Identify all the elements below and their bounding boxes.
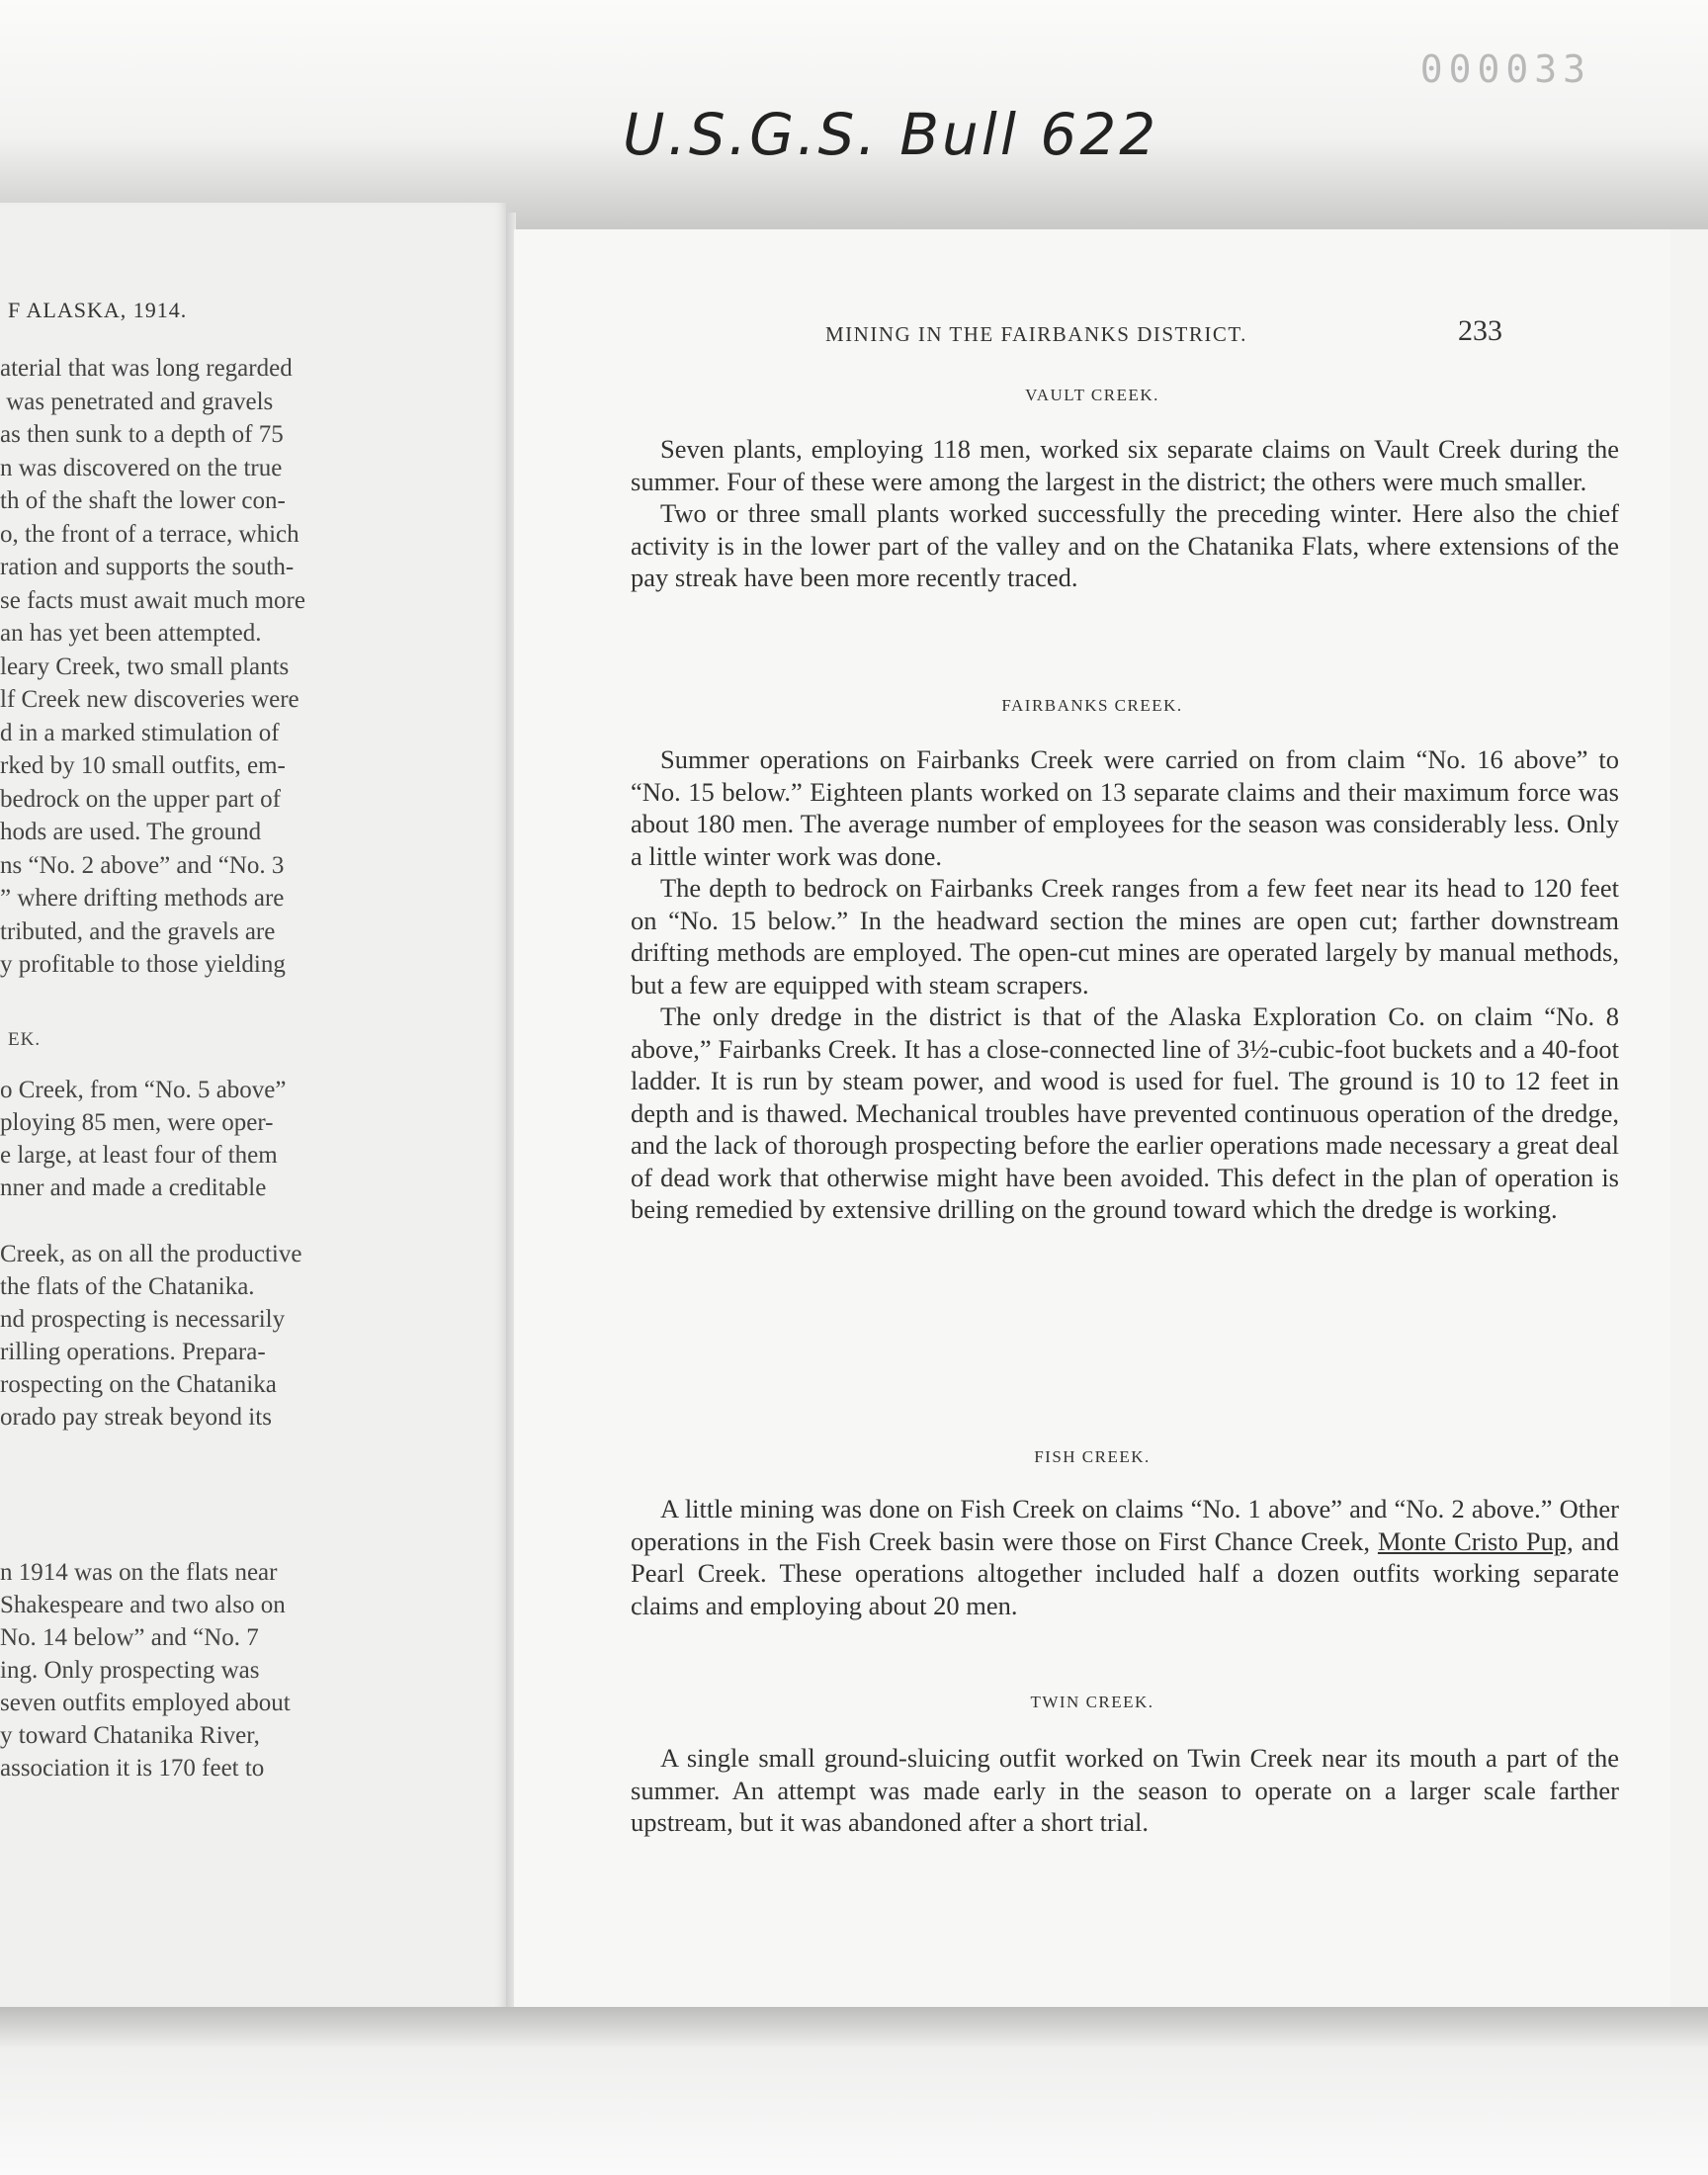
running-head: MINING IN THE FAIRBANKS DISTRICT. (825, 322, 1247, 346)
paragraph: A single small ground-sluicing outfit worked on Twin Creek near its mouth a part of the summer. An attempt was made early in the season to operate on a larger scale farther upstream, but it was abandoned after a short trial. (631, 1743, 1619, 1837)
left-page-line: an has yet been attempted. (0, 620, 262, 647)
left-page-line: association it is 170 feet to (0, 1755, 265, 1782)
left-page-line: lf Creek new discoveries were (0, 686, 299, 713)
left-page-line: tributed, and the gravels are (0, 917, 276, 945)
left-page-section-label: EK. (8, 1029, 42, 1050)
handwritten-note: U.S.G.S. Bull 622 (623, 101, 1159, 168)
left-page-line: No. 14 below” and “No. 7 (0, 1624, 259, 1651)
paragraph: The only dredge in the district is that of the Alaska Exploration Co. on claim “No. 8 above,” Fairbanks Creek. It has a close-connected line of 3½-cubic-foot buckets and a 40-foot ladder. It is run by steam power, and wood is used for fuel. The ground is 10 to 12 feet in depth and is thawed. Mechanical troubles have prevented continuous operation of the dredge, and the lack of thorough prospecting before the earlier operations made necessary a great deal of dead work that otherwise might have been avoided. This defect in the plan of operation is being remedied by extensive drilling on the ground toward which the dredge is working. (631, 1001, 1619, 1224)
left-page-line: n was discovered on the true (0, 454, 283, 481)
page-number: 233 (1458, 314, 1502, 347)
left-page-line: e large, at least four of them (0, 1142, 278, 1169)
left-page-line: ration and supports the south- (0, 554, 295, 580)
section-fish-creek (631, 1493, 1619, 1621)
left-page-line: ns “No. 2 above” and “No. 3 (0, 851, 285, 879)
text-run: and Pearl Creek. These operations altogether included half a dozen outfits working separate claims and employing about 20 men. (631, 1525, 1619, 1620)
left-page-line: rked by 10 small outfits, em- (0, 752, 286, 779)
heading-fairbanks-creek: FAIRBANKS CREEK. (1001, 696, 1183, 715)
left-page-line: o Creek, from “No. 5 above” (0, 1077, 287, 1103)
left-page-line: as then sunk to a depth of 75 (0, 421, 284, 448)
left-page-line: was penetrated and gravels (0, 388, 274, 415)
paragraph: Two or three small plants worked successfully the preceding winter. Here also the chief activity is in the lower part of the valley and on the Chatanika Flats, where extensions of the pay streak have been more recently traced. (631, 498, 1619, 592)
section-vault-creek (631, 433, 1619, 594)
left-page-line: hods are used. The ground (0, 819, 262, 845)
left-page-line: orado pay streak beyond its (0, 1404, 272, 1431)
heading-vault-creek: VAULT CREEK. (1025, 386, 1159, 404)
left-page-line: Shakespeare and two also on (0, 1592, 286, 1618)
left-page-line: ing. Only prospecting was (0, 1657, 260, 1684)
main-page (514, 229, 1670, 2019)
left-page-line: th of the shaft the lower con- (0, 487, 286, 514)
section-fairbanks-creek (631, 743, 1619, 1226)
heading-fish-creek: FISH CREEK. (1034, 1447, 1151, 1466)
left-page-line: nner and made a creditable (0, 1174, 267, 1201)
left-page-line: seven outfits employed about (0, 1690, 291, 1716)
section-twin-creek (631, 1742, 1619, 1839)
left-page-line: Creek, as on all the productive (0, 1241, 302, 1267)
left-page-line: ” where drifting methods are (0, 885, 285, 912)
left-page-line: rilling operations. Prepara- (0, 1339, 266, 1365)
left-page-line: n 1914 was on the flats near (0, 1559, 278, 1586)
left-page (0, 203, 506, 2012)
left-page-line: y toward Chatanika River, (0, 1722, 260, 1749)
underlined-text: Monte Cristo Pup, (1377, 1525, 1574, 1556)
left-page-line: se facts must await much more (0, 586, 305, 614)
left-page-line: aterial that was long regarded (0, 355, 293, 382)
paragraph: Seven plants, employing 118 men, worked six separate claims on Vault Creek during the summer. Four of these were among the largest in the district; the others were much smaller. (631, 434, 1619, 496)
page-stamp-number: 000033 (1419, 47, 1591, 91)
left-page-line: bedrock on the upper part of (0, 785, 281, 813)
left-page-line: d in a marked stimulation of (0, 719, 280, 746)
left-page-line: y profitable to those yielding (0, 951, 286, 978)
paragraph: Summer operations on Fairbanks Creek were carried on from claim “No. 16 above” to “No. 15 below.” Eighteen plants worked on 13 separate claims and their maximum force was about 180 men. The average number of employees for the season was considerably less. Only a little winter work was done. (631, 744, 1619, 871)
left-page-line: the flats of the Chatanika. (0, 1273, 255, 1300)
heading-twin-creek: TWIN CREEK. (1030, 1693, 1154, 1711)
left-page-line: leary Creek, two small plants (0, 652, 290, 680)
left-page-header: F ALASKA, 1914. (8, 298, 188, 322)
paragraph (631, 1493, 1619, 1621)
text-run: A little mining was done on Fish Creek on claims “No. 1 above” and “No. 2 above.” Other operations in the Fish Creek basin were those on First Chance Creek, (631, 1494, 1619, 1556)
left-page-line: ploying 85 men, were oper- (0, 1109, 274, 1136)
left-page-line: nd prospecting is necessarily (0, 1306, 286, 1333)
scan-bottom-band (0, 2007, 1708, 2175)
left-page-line: o, the front of a terrace, which (0, 520, 299, 548)
left-page-line: rospecting on the Chatanika (0, 1371, 277, 1398)
paragraph: The depth to bedrock on Fairbanks Creek ranges from a few feet near its head to 120 feet on “No. 15 below.” In the headward section the mines are open cut; farther downstream drifting methods are employed. The open-cut mines are operated largely by manual methods, but a few are equipped with steam scrapers. (631, 873, 1619, 1000)
